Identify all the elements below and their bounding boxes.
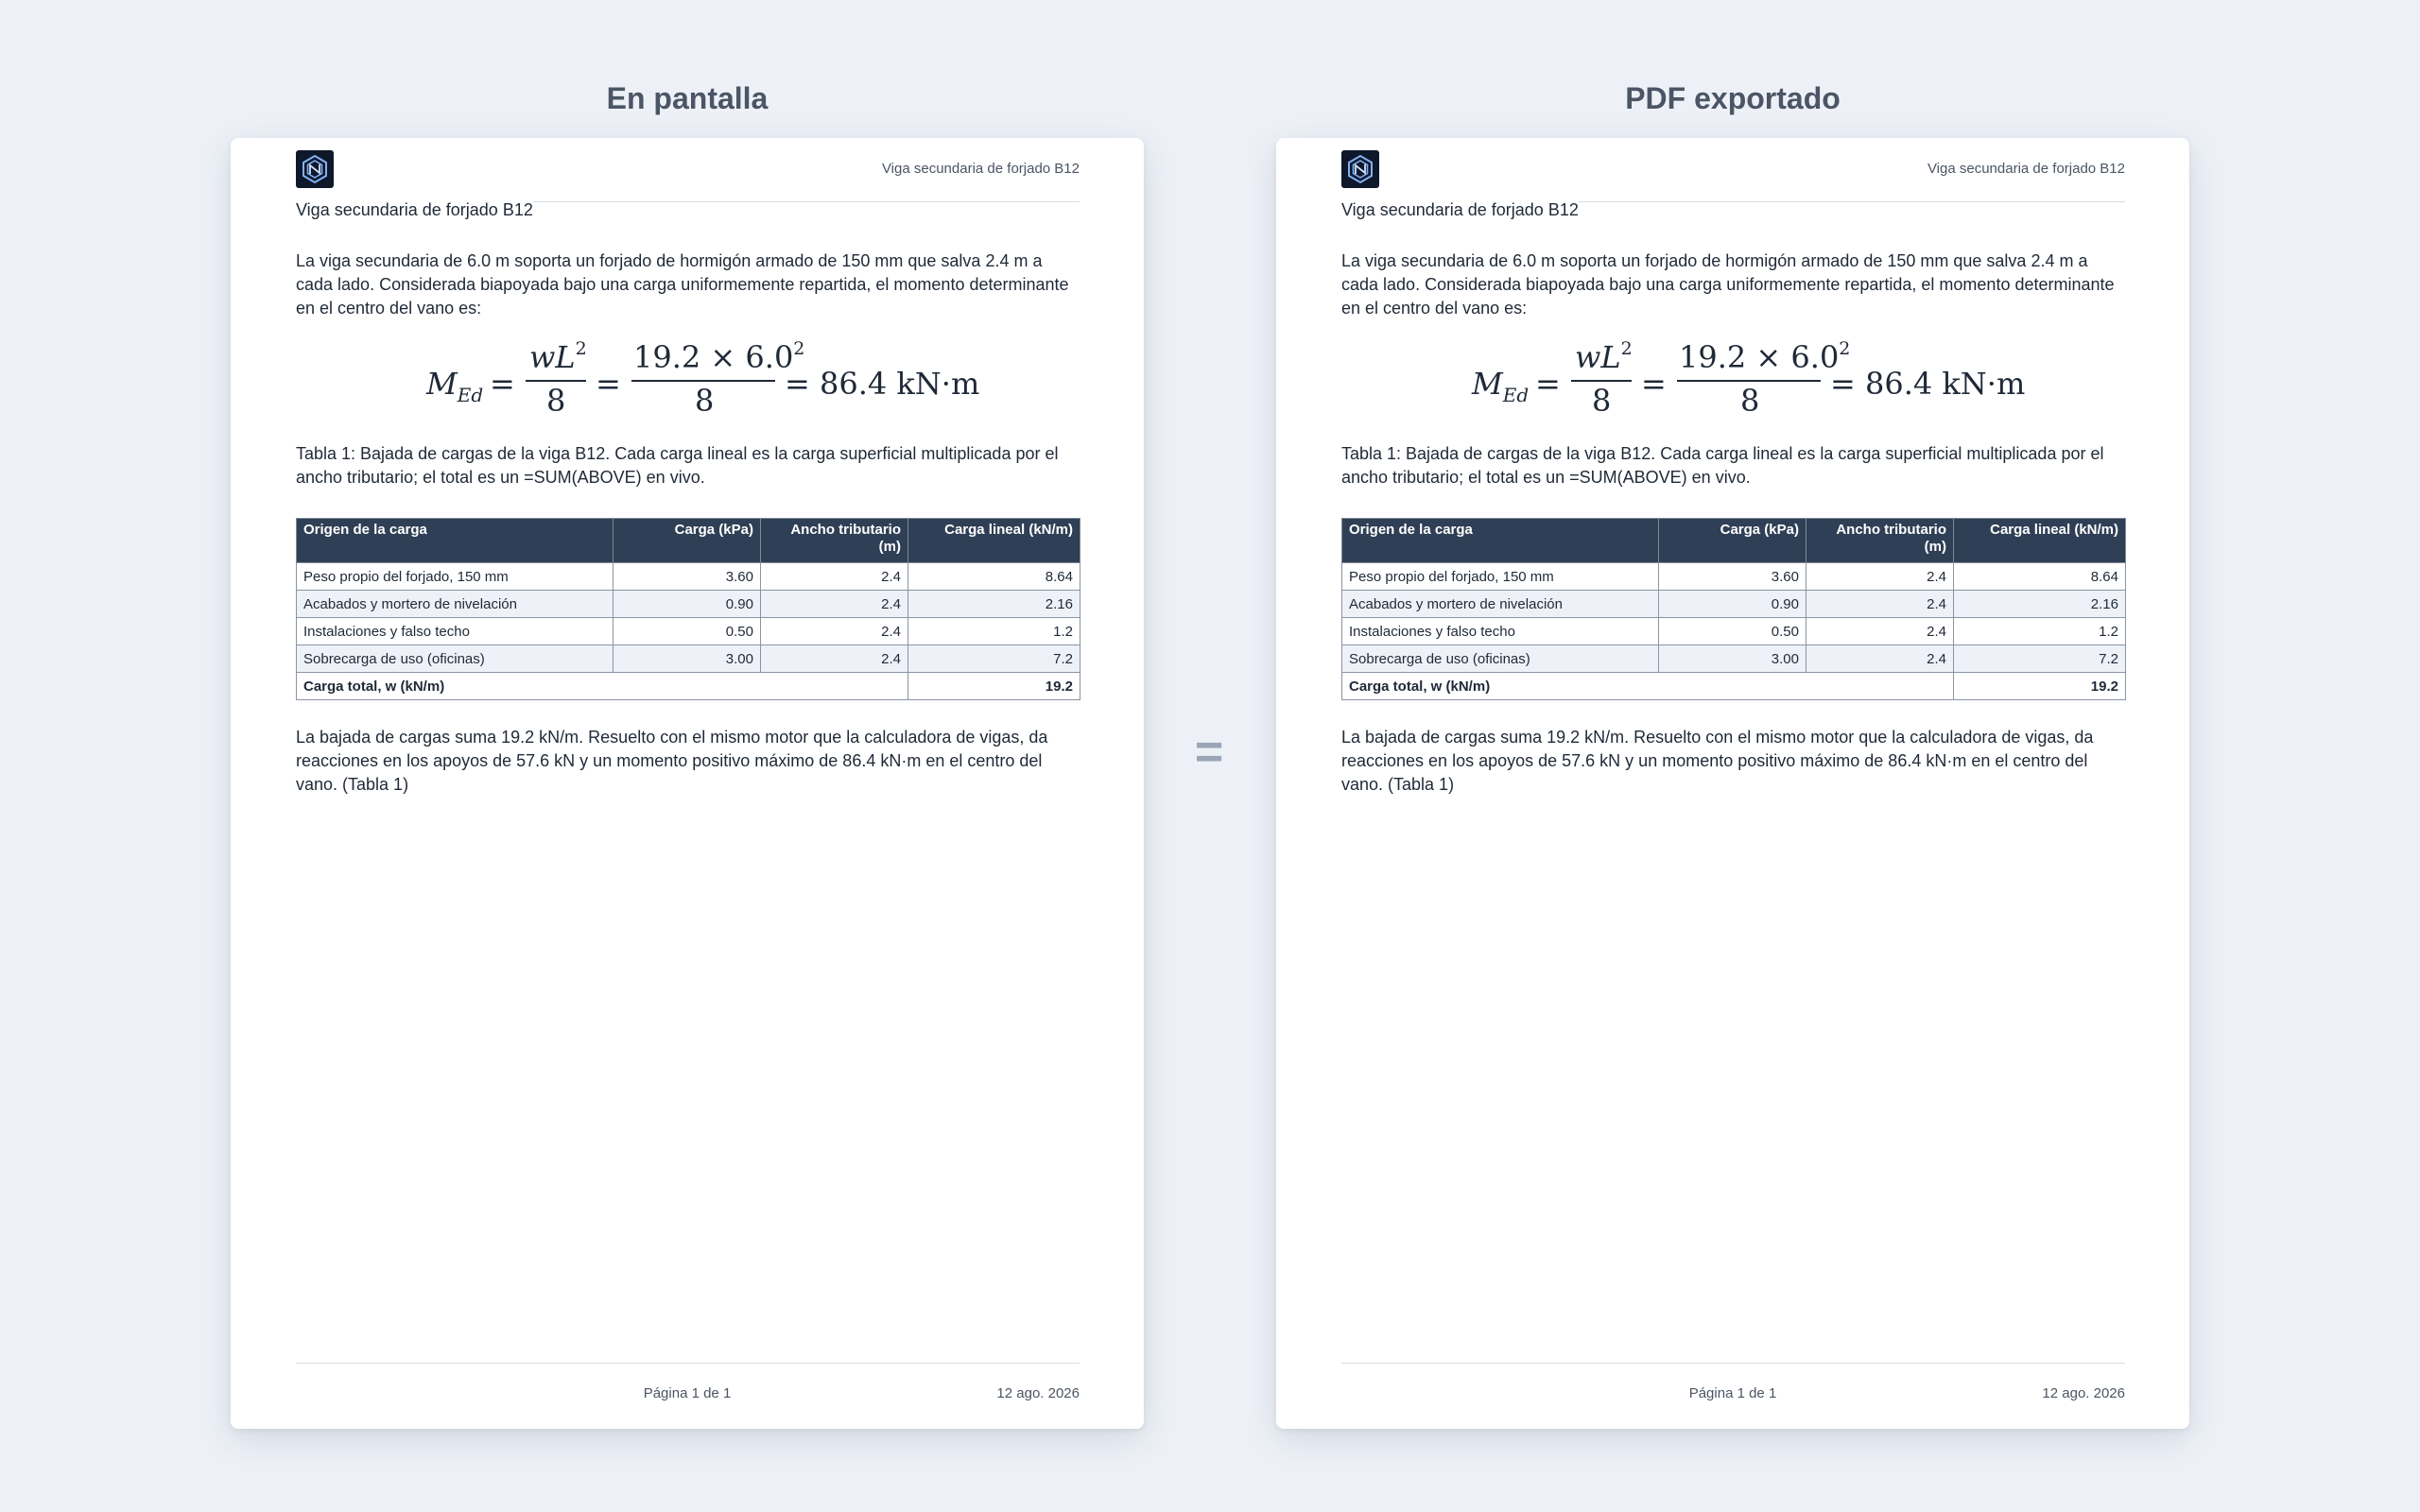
table-cell: 0.50 bbox=[1659, 618, 1806, 645]
equals-icon: = bbox=[1194, 725, 1224, 780]
table-cell: 7.2 bbox=[1954, 645, 2126, 673]
fraction-2-bar bbox=[1677, 380, 1821, 382]
load-table bbox=[1341, 518, 2126, 700]
table-row bbox=[297, 563, 1080, 591]
fraction-1-denominator: 8 bbox=[546, 383, 566, 419]
table-cell: Sobrecarga de uso (oficinas) bbox=[1342, 645, 1659, 673]
intro-paragraph: La viga secundaria de 6.0 m soporta un forjado de hormigón armado de 150 mm que salva 2.4 m a cada lado. Considerada biapoyada bajo una carga uniformemente repartida, el momento determinante en el centro del vano es: bbox=[296, 251, 1069, 318]
table-caption: Tabla 1: Bajada de cargas de la viga B12. Cada carga lineal es la carga superficial multiplicada por el ancho tributario; el total es un =SUM(ABOVE) en vivo. bbox=[1341, 444, 2104, 487]
table-cell: 1.2 bbox=[1954, 618, 2126, 645]
company-logo-icon bbox=[296, 150, 334, 188]
table-cell: 0.50 bbox=[614, 618, 761, 645]
table-cell: 0.90 bbox=[614, 591, 761, 618]
table-row bbox=[1342, 591, 2126, 618]
table-total-row bbox=[297, 673, 1080, 700]
load-table bbox=[296, 518, 1080, 700]
formula-equals: = bbox=[596, 366, 621, 402]
table-row bbox=[297, 591, 1080, 618]
conclusion-paragraph: La bajada de cargas suma 19.2 kN/m. Resuelto con el mismo motor que la calculadora de vigas, da reacciones en los apoyos de 57.6 kN y un momento positivo máximo de 86.4 kN·m en el centro del vano. (Tabla 1) bbox=[1341, 728, 2094, 794]
table-cell: Instalaciones y falso techo bbox=[297, 618, 614, 645]
column-title-on-screen: En pantalla bbox=[606, 81, 769, 115]
table-cell: Acabados y mortero de nivelación bbox=[1342, 591, 1659, 618]
table-cell: 0.90 bbox=[1659, 591, 1806, 618]
total-value: 19.2 bbox=[1954, 673, 2126, 700]
footer-divider bbox=[1341, 1363, 2125, 1364]
header-divider bbox=[1579, 201, 2125, 202]
table-cell: 2.4 bbox=[1806, 645, 1954, 673]
footer-date: 12 ago. 2026 bbox=[2042, 1385, 2125, 1401]
table-cell: Instalaciones y falso techo bbox=[1342, 618, 1659, 645]
table-cell: Peso propio del forjado, 150 mm bbox=[1342, 563, 1659, 591]
conclusion-paragraph: La bajada de cargas suma 19.2 kN/m. Resuelto con el mismo motor que la calculadora de vigas, da reacciones en los apoyos de 57.6 kN y un momento positivo máximo de 86.4 kN·m en el centro del vano. (Tabla 1) bbox=[296, 728, 1048, 794]
document-page-on-screen bbox=[231, 138, 1144, 1429]
header-tributary-width: Ancho tributario (m) bbox=[761, 519, 908, 563]
header-load-origin: Origen de la carga bbox=[1342, 519, 1659, 563]
table-cell: 3.60 bbox=[614, 563, 761, 591]
total-label: Carga total, w (kN/m) bbox=[297, 673, 908, 700]
formula-result: = 86.4 kN·m bbox=[1830, 366, 2026, 402]
fraction-2-numerator: $19.2 \times 6.0^2$ bbox=[1679, 338, 1851, 375]
fraction-2-denominator: 8 bbox=[695, 383, 715, 419]
table-row bbox=[297, 618, 1080, 645]
table-cell: 2.16 bbox=[908, 591, 1080, 618]
header-line-load: Carga lineal (kN/m) bbox=[908, 519, 1080, 563]
table-cell: Peso propio del forjado, 150 mm bbox=[297, 563, 614, 591]
formula-equals: = bbox=[1535, 366, 1561, 402]
page-number: Página 1 de 1 bbox=[1688, 1385, 1777, 1401]
fraction-2-bar bbox=[631, 380, 775, 382]
column-title-pdf: PDF exportado bbox=[1625, 81, 1841, 115]
header-load-kpa: Carga (kPa) bbox=[614, 519, 761, 563]
running-header: Viga secundaria de forjado B12 bbox=[881, 161, 1080, 177]
total-value: 19.2 bbox=[908, 673, 1080, 700]
intro-paragraph: La viga secundaria de 6.0 m soporta un forjado de hormigón armado de 150 mm que salva 2.4 m a cada lado. Considerada biapoyada bajo una carga uniformemente repartida, el momento determinante en el centro del vano es: bbox=[1341, 251, 2115, 318]
document-page-pdf bbox=[1276, 138, 2189, 1429]
fraction-2-numerator: $19.2 \times 6.0^2$ bbox=[633, 338, 805, 375]
table-cell: 1.2 bbox=[908, 618, 1080, 645]
table-total-row bbox=[1342, 673, 2126, 700]
table-cell: 3.00 bbox=[614, 645, 761, 673]
table-cell: 2.4 bbox=[761, 645, 908, 673]
document-title: Viga secundaria de forjado B12 bbox=[1341, 200, 1579, 219]
formula-equals: = bbox=[490, 366, 515, 402]
formula-lhs: $M_{Ed}$ bbox=[426, 366, 484, 406]
header-load-kpa: Carga (kPa) bbox=[1659, 519, 1806, 563]
running-header: Viga secundaria de forjado B12 bbox=[1927, 161, 2125, 177]
table-cell: 2.16 bbox=[1954, 591, 2126, 618]
footer-divider bbox=[296, 1363, 1080, 1364]
table-row bbox=[1342, 645, 2126, 673]
table-cell: 2.4 bbox=[1806, 591, 1954, 618]
document-title: Viga secundaria de forjado B12 bbox=[296, 200, 533, 219]
table-cell: 3.60 bbox=[1659, 563, 1806, 591]
fraction-1-bar bbox=[526, 380, 586, 382]
table-cell: 2.4 bbox=[761, 618, 908, 645]
table-cell: Acabados y mortero de nivelación bbox=[297, 591, 614, 618]
table-header-row bbox=[297, 519, 1080, 563]
header-divider bbox=[533, 201, 1080, 202]
table-cell: 8.64 bbox=[1954, 563, 2126, 591]
fraction-1-numerator: $wL^2$ bbox=[529, 338, 587, 375]
fraction-1-numerator: $wL^2$ bbox=[1575, 338, 1633, 375]
bending-moment-formula bbox=[1276, 338, 2189, 423]
table-cell: 3.00 bbox=[1659, 645, 1806, 673]
table-header-row bbox=[1342, 519, 2126, 563]
page-number: Página 1 de 1 bbox=[643, 1385, 732, 1401]
formula-equals: = bbox=[1641, 366, 1667, 402]
bending-moment-formula bbox=[231, 338, 1144, 423]
footer-date: 12 ago. 2026 bbox=[996, 1385, 1080, 1401]
company-logo-icon bbox=[1341, 150, 1379, 188]
header-tributary-width: Ancho tributario (m) bbox=[1806, 519, 1954, 563]
table-cell: 2.4 bbox=[761, 591, 908, 618]
table-cell: 8.64 bbox=[908, 563, 1080, 591]
formula-lhs: $M_{Ed}$ bbox=[1472, 366, 1530, 406]
total-label: Carga total, w (kN/m) bbox=[1342, 673, 1954, 700]
fraction-2-denominator: 8 bbox=[1740, 383, 1760, 419]
formula-result: = 86.4 kN·m bbox=[785, 366, 980, 402]
table-cell: 7.2 bbox=[908, 645, 1080, 673]
table-caption: Tabla 1: Bajada de cargas de la viga B12. Cada carga lineal es la carga superficial multiplicada por el ancho tributario; el total es un =SUM(ABOVE) en vivo. bbox=[296, 444, 1059, 487]
header-line-load: Carga lineal (kN/m) bbox=[1954, 519, 2126, 563]
fraction-1-denominator: 8 bbox=[1592, 383, 1612, 419]
table-cell: Sobrecarga de uso (oficinas) bbox=[297, 645, 614, 673]
table-row bbox=[297, 645, 1080, 673]
header-load-origin: Origen de la carga bbox=[297, 519, 614, 563]
table-cell: 2.4 bbox=[1806, 563, 1954, 591]
table-cell: 2.4 bbox=[1806, 618, 1954, 645]
table-row bbox=[1342, 563, 2126, 591]
table-row bbox=[1342, 618, 2126, 645]
table-cell: 2.4 bbox=[761, 563, 908, 591]
fraction-1-bar bbox=[1571, 380, 1632, 382]
